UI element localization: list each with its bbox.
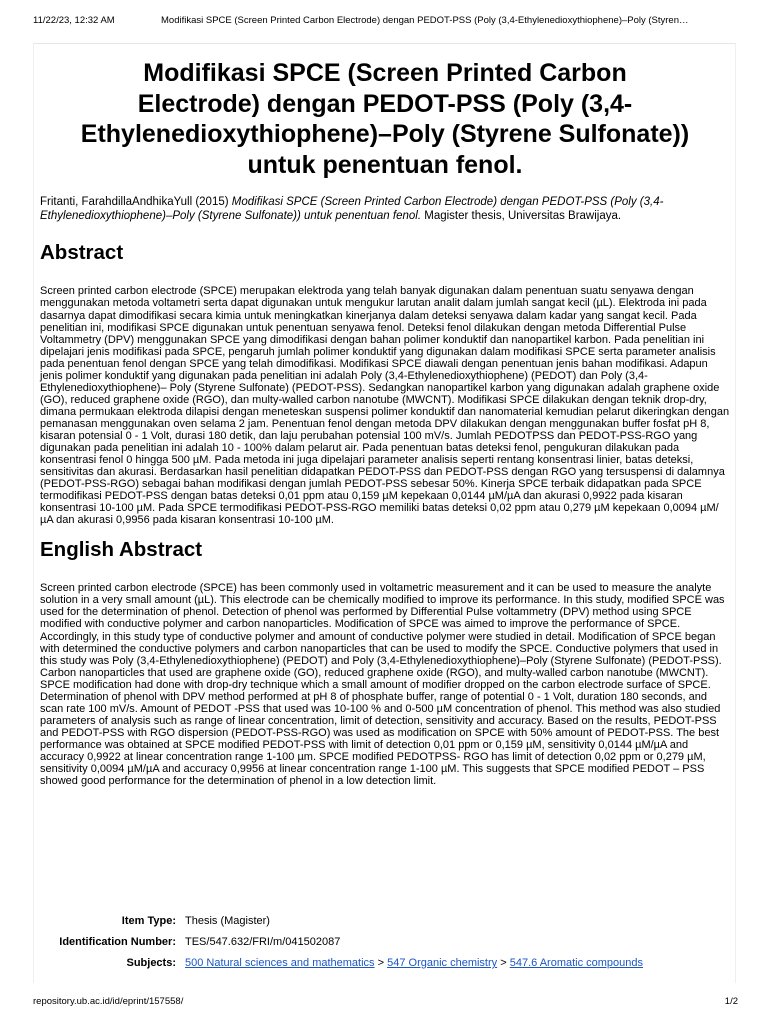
- print-url: repository.ub.ac.id/id/eprint/157558/: [33, 996, 184, 1007]
- page-title: Modifikasi SPCE (Screen Printed Carbon Electrode) dengan PEDOT-PSS (Poly (3,4-Ethylenedioxythiophene)–Poly (Styrene Sulfonate)) untuk penentuan fenol.: [80, 59, 690, 179]
- english-abstract-text: Screen printed carbon electrode (SPCE) has been commonly used in voltametric measurement and it can be used to measure the analyte solution in a very small amount (µL). This electrode can be chemically modified to improve its performance. In this study, modified SPCE was used for the determination of phenol. Detection of phenol was performed by Differential Pulse voltammetry (DPV) method using SPCE modified with conductive polymer and carbon nanoparticles. Modification of SPCE was aimed to improve the performance of SPCE. Accordingly, in this study type of conductive polymer and amount of conductive polymer were studied in detail. Modification of SPCE began with determined the conductive polymers and carbon nanoparticles that can be used to modify the SPCE. Conductive polymers that used in this study was Poly (3,4-Ethylenedioxythiophene) (PEDOT) and Poly (3,4-Ethylenedioxythiophene)–Poly (Styrene Sulfonate) (PEDOT-PSS). Carbon nanoparticles that used are graphene oxide (GO), reduced graphene oxide (RGO), and multy-walled carbon nanotube (MWCNT). SPCE modification had done with drop-dry technique which a small amount of modifier dropped on the carbon electrode surface of SPCE. Determination of phenol with DPV method performed at pH 8 of phosphate buffer, range of potential 0 - 1 Volt, duration 180 seconds, and scan rate 100 mV/s. Amount of PEDOT -PSS that used was 10-100 % and 0-500 µM concentration of phenol. This method was also studied parameters of analysis such as range of linear concentration, limit of detection, sensitivity and accuracy. Based on the results, PEDOT-PSS and PEDOT-PSS with RGO dispersion (PEDOT-PSS-RGO) was used as modification on SPCE with 50% amount of PEDOT-PSS. The best performance was obtained at SPCE modified PEDOT-PSS with limit of detection 0,01 ppm or 0,159 µM, sensitivity 0,0144 µM/µA and accuracy 0,9922 at linear concentration range 1-100 µm. SPCE modified PEDOTPSS- RGO has limit of detection 0,02 ppm or 0,279 µM, sensitivity 0,0094 µM/µA and accuracy 0,9956 at linear concentration range 1-100 µM. This suggests that SPCE modified PEDOT – PSS showed good performance for the determination of phenol in a low detection limit.: [40, 582, 725, 788]
- subject-link-547-6[interactable]: 547.6 Aromatic compounds: [509, 957, 644, 969]
- item-type-value: Thesis (Magister): [185, 915, 270, 927]
- subject-separator: >: [377, 957, 385, 969]
- print-doc-title: Modifikasi SPCE (Screen Printed Carbon Electrode) dengan PEDOT-PSS (Poly (3,4-Ethylenedioxythiophene)–Poly (Styren…: [161, 15, 689, 26]
- english-abstract-heading: English Abstract: [40, 538, 203, 562]
- citation-authors: Fritanti, FarahdillaAndhikaYull (2015): [40, 196, 232, 208]
- print-datetime: 11/22/23, 12:32 AM: [33, 15, 115, 26]
- metadata-row-subjects: [40, 957, 643, 978]
- subjects-value: [185, 957, 643, 978]
- print-page-number: 1/2: [724, 996, 738, 1007]
- citation: [40, 196, 730, 223]
- subjects-label: Subjects:: [126, 957, 176, 969]
- abstract-text: Screen printed carbon electrode (SPCE) merupakan elektroda yang telah banyak digunakan dalam penentuan suatu senyawa dengan menggunakan metoda voltametri serta dapat digunakan untuk mengukur larutan analit dalam jumlah sangat kecil (µL). Elektroda ini pada dasarnya dapat dimodifikasi secara kimia untuk meningkatkan kinerjanya dalam deteksi senyawa dalam kadar yang sangat kecil. Pada penelitian ini, modifikasi SPCE digunakan untuk penentuan senyawa fenol. Deteksi fenol dilakukan dengan metoda Differential Pulse Voltammetry (DPV) menggunakan SPCE yang dimodifikasi dengan bahan polimer konduktif dan nanopartikel karbon. Pada penelitian ini dipelajari jenis modifikasi pada SPCE, pengaruh jumlah polimer konduktif yang digunakan dalam modifikasi SPCE serta parameter analisis pada penentuan fenol dengan SPCE yang telah dimodifikasi. Modifikasi SPCE diawali dengan penentuan jenis bahan modifikasi. Adapun jenis polimer konduktif yang digunakan pada penelitian ini adalah Poly (3,4-Ethylenedioxythiophene) (PEDOT) dan Poly (3,4-Ethylenedioxythiophene)– Poly (Styrene Sulfonate) (PEDOT-PSS). Sedangkan nanopartikel karbon yang digunakan adalah graphene oxide (GO), reduced graphene oxide (RGO), dan multy-walled carbon nanotube (MWCNT). Modifikasi SPCE dilakukan dengan teknik drop-dry, dimana permukaan elektroda dilapisi dengan meneteskan suspensi polimer konduktif dan nanomaterial kemudian pelarut dikeringkan dengan pemanasan menggunakan oven selama 2 jam. Penentuan fenol dengan metoda DPV dilakukan dengan menggunakan buffer fosfat pH 8, kisaran potensial 0 - 1 Volt, durasi 180 detik, dan laju perubahan potensial 100 mV/s. Jumlah PEDOTPSS dan PEDOT-PSS-RGO yang digunakan pada penelitian ini adalah 10 - 100% dalam pelarut air. Pada penentuan batas deteksi fenol, pengukuran dilakukan pada konsentrasi fenol 0 hingga 500 µM. Pada metoda ini juga dipelajari parameter analisis seperti rentang konsentrasi linier, batas deteksi, sensitivitas dan akurasi. Berdasarkan hasil penelitian didapatkan PEDOT-PSS dan PEDOT-PSS dengan RGO yang tersuspensi di dalamnya (PEDOT-PSS-RGO) sebagai bahan modifikasi dengan jumlah PEDOT-PSS sebesar 50%. Kinerja SPCE terbaik didapatkan pada SPCE termodifikasi PEDOT-PSS dengan batas deteksi 0,01 ppm atau 0,159 µM kepekaan 0,0144 µM/µA dan akurasi 0,9922 pada kisaran konsentrasi 10-100 µM. Pada SPCE termodifikasi PEDOT-PSS-RGO memiliki batas deteksi 0,02 ppm atau 0,279 µM kepekaan 0,0094 µM/µA dan akurasi 0,9956 pada kisaran konsentrasi 10-100 µM.: [40, 285, 730, 527]
- metadata-row-id: [40, 936, 643, 957]
- abstract-heading: Abstract: [40, 241, 124, 265]
- metadata-row-item-type: [40, 915, 643, 936]
- id-value: TES/547.632/FRI/m/041502087: [185, 936, 341, 948]
- item-type-label: Item Type:: [121, 915, 176, 927]
- eprint-content: [40, 58, 730, 787]
- metadata-table: [40, 915, 643, 978]
- subject-link-547[interactable]: 547 Organic chemistry: [387, 957, 498, 969]
- subject-separator: >: [500, 957, 507, 969]
- citation-title: Modifikasi SPCE (Screen Printed Carbon Electrode) dengan PEDOT-PSS (Poly (3,4-Ethylenedioxythiophene)–Poly (Styrene Sulfonate)) untuk penentuan fenol.: [40, 196, 664, 222]
- citation-suffix: Magister thesis, Universitas Brawijaya.: [421, 209, 622, 222]
- id-label: Identification Number:: [59, 936, 176, 948]
- subject-link-500[interactable]: 500 Natural sciences and mathematics: [185, 957, 375, 969]
